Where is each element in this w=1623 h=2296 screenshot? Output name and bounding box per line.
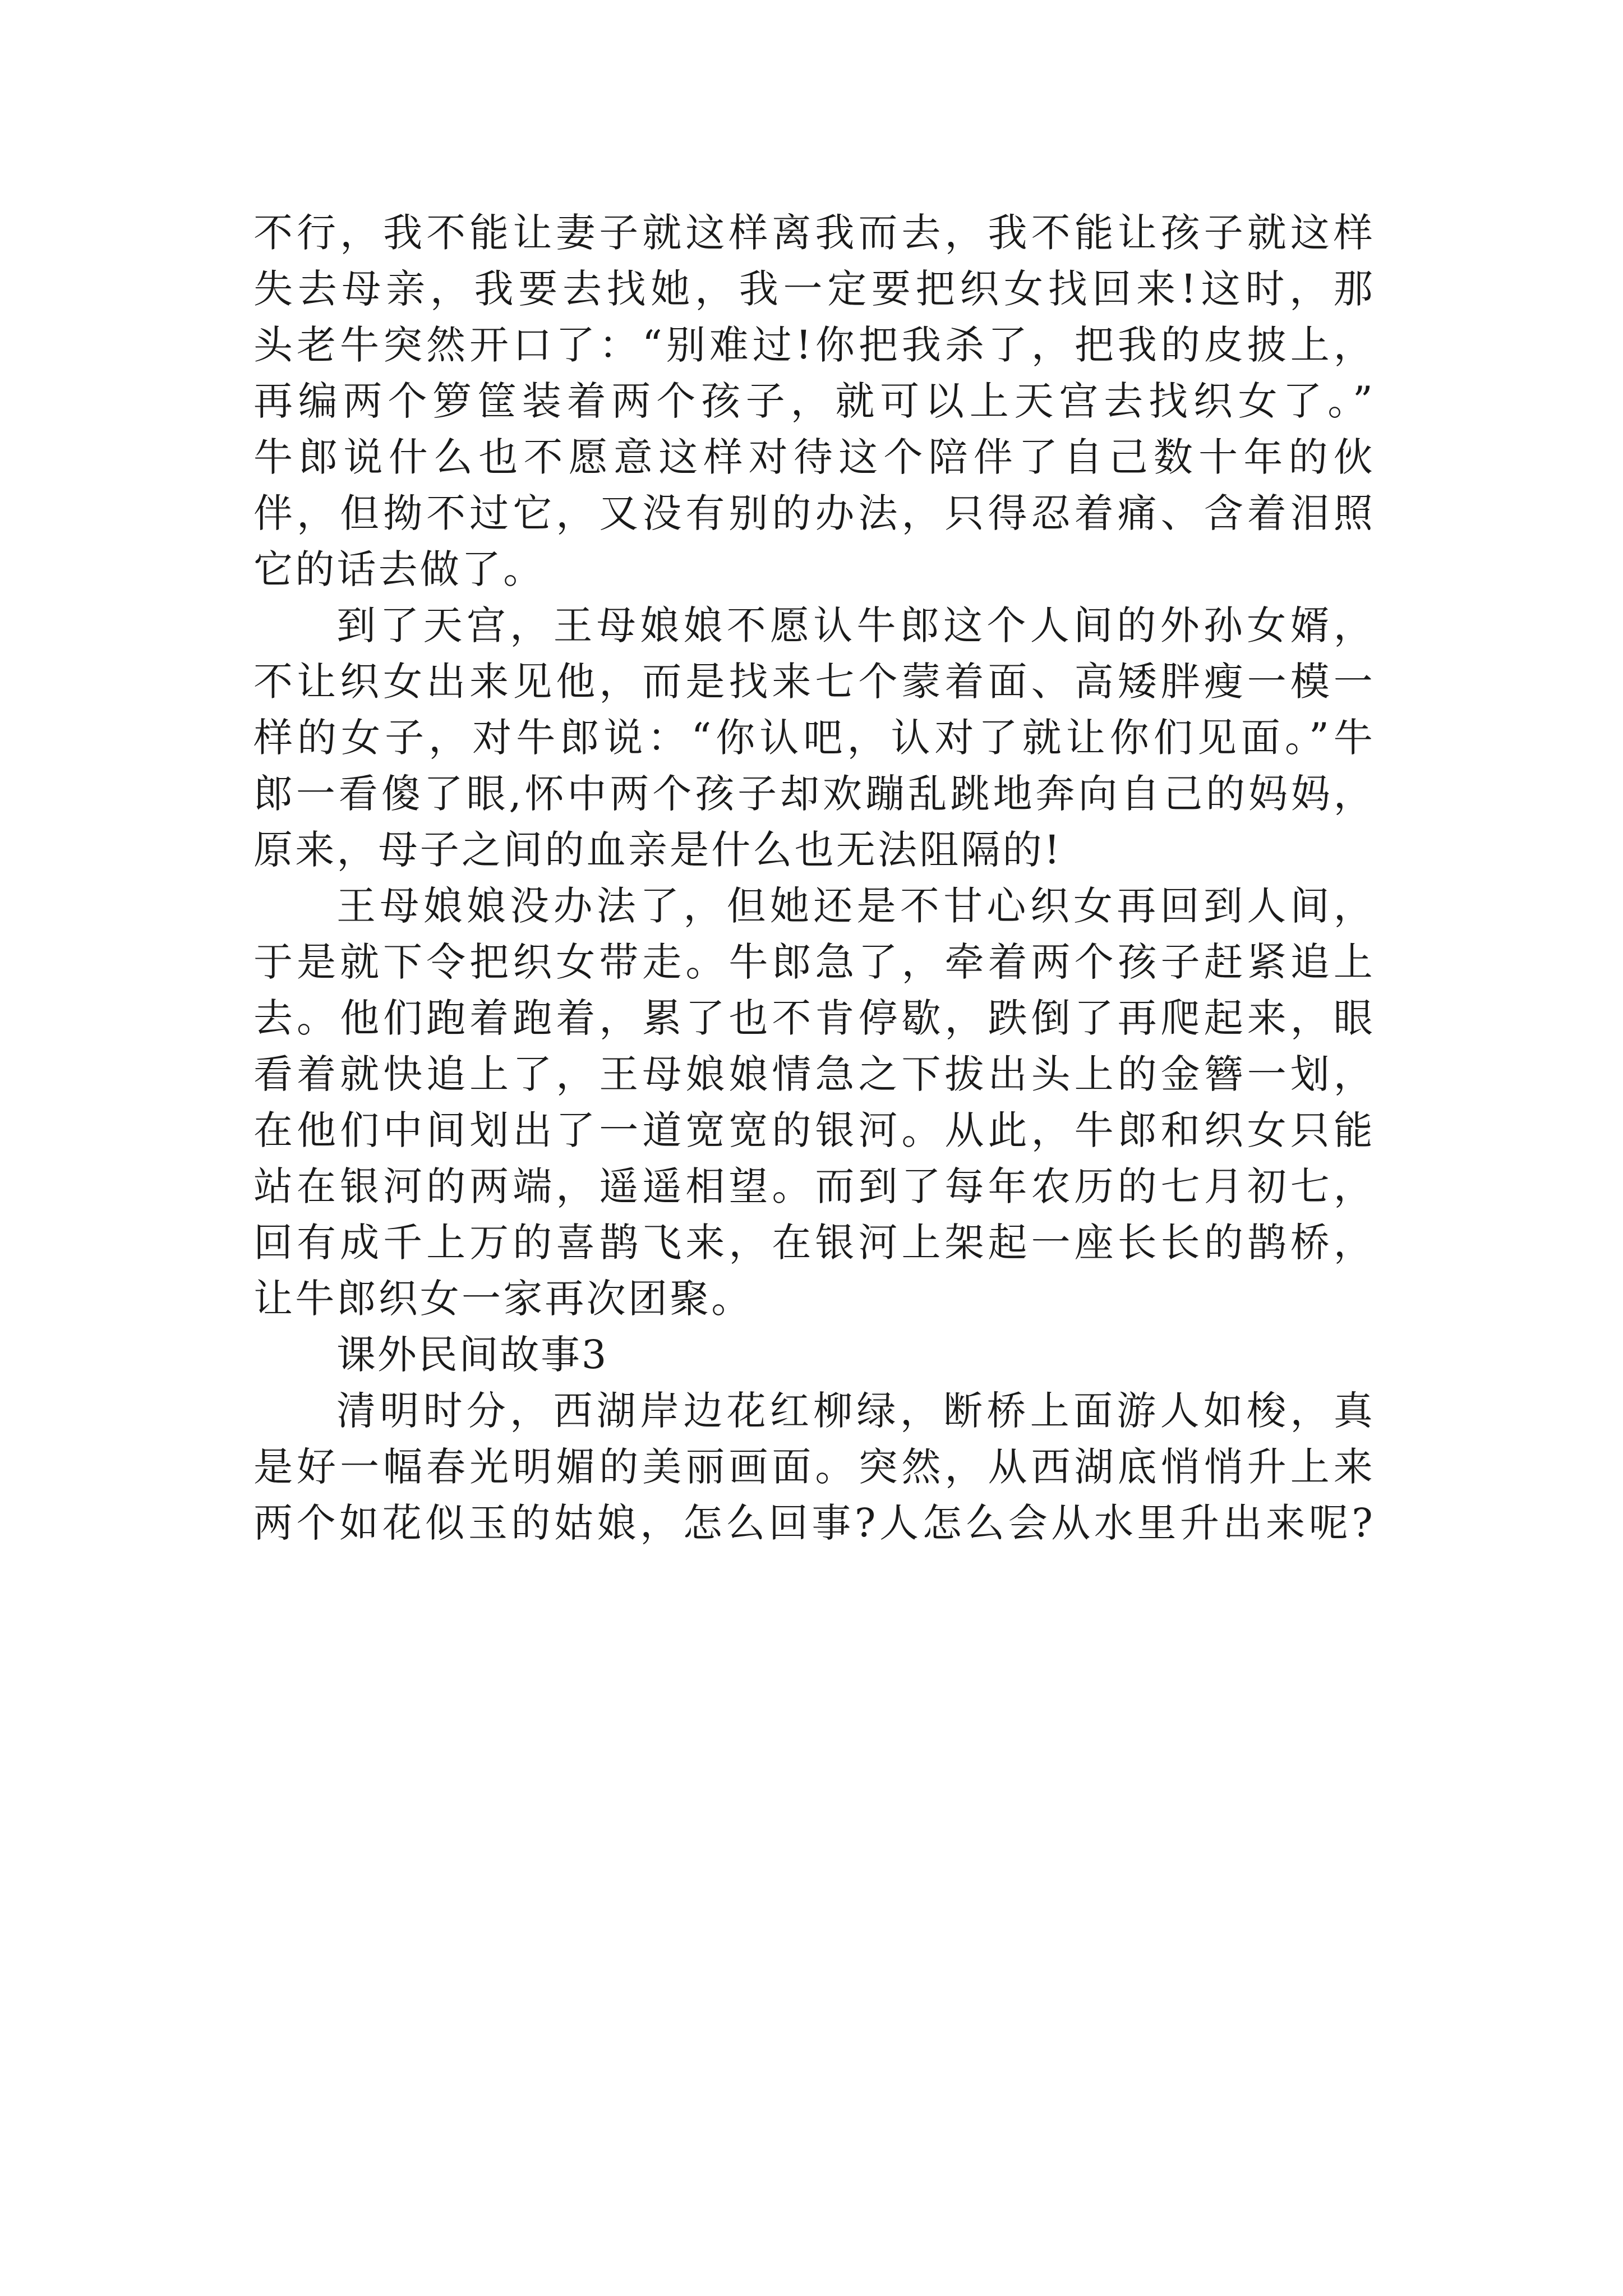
- text-line: 让牛郎织女一家再次团聚。: [253, 1276, 753, 1322]
- text-line: 它的话去做了。: [253, 546, 545, 592]
- document-body: [253, 205, 1375, 1551]
- text-line: 牛郎说什么也不愿意这样对待这个陪伴了自己数十年的伙: [253, 434, 1375, 480]
- text-line: 回有成千上万的喜鹊飞来，在银河上架起一座长长的鹊桥，: [253, 1220, 1375, 1266]
- text-line: 去。他们跑着跑着，累了也不肯停歇，跌倒了再爬起来，眼: [253, 995, 1375, 1041]
- text-line: 看着就快追上了，王母娘娘情急之下拔出头上的金簪一划，: [253, 1051, 1375, 1097]
- text-line: 不让织女出来见他，而是找来七个蒙着面、高矮胖瘦一模一: [253, 659, 1375, 705]
- text-line: 再编两个箩筐装着两个孩子，就可以上天宫去找织女了。”: [253, 378, 1375, 424]
- paragraph-1: [253, 205, 1375, 597]
- text-line: 两个如花似玉的姑娘，怎么回事?人怎么会从水里升出来呢?: [253, 1500, 1375, 1546]
- text-line: 伴，但拗不过它，又没有别的办法，只得忍着痛、含着泪照: [253, 490, 1375, 536]
- text-line: 于是就下令把织女带走。牛郎急了，牵着两个孩子赶紧追上: [253, 939, 1375, 985]
- text-line: 清明时分，西湖岸边花红柳绿，断桥上面游人如梭，真: [336, 1388, 1375, 1434]
- text-line: 站在银河的两端，遥遥相望。而到了每年农历的七月初七，: [253, 1163, 1375, 1209]
- text-line: 在他们中间划出了一道宽宽的银河。从此，牛郎和织女只能: [253, 1107, 1375, 1153]
- paragraph-2: [253, 597, 1375, 878]
- text-line: 头老牛突然开口了：“别难过!你把我杀了，把我的皮披上，: [253, 322, 1375, 368]
- text-line: 王母娘娘没办法了，但她还是不甘心织女再回到人间，: [336, 883, 1375, 929]
- text-line: 郎一看傻了眼,怀中两个孩子却欢蹦乱跳地奔向自己的妈妈，: [253, 771, 1375, 817]
- text-line: 不行，我不能让妻子就这样离我而去，我不能让孩子就这样: [253, 210, 1375, 256]
- section-heading: 课外民间故事3: [336, 1332, 608, 1378]
- text-line: 样的女子，对牛郎说：“你认吧，认对了就让你们见面。”牛: [253, 715, 1375, 761]
- text-line: 是好一幅春光明媚的美丽画面。突然，从西湖底悄悄升上来: [253, 1444, 1375, 1490]
- text-line: 失去母亲，我要去找她，我一定要把织女找回来!这时，那: [253, 266, 1376, 312]
- text-line: 到了天宫，王母娘娘不愿认牛郎这个人间的外孙女婿，: [336, 602, 1375, 648]
- paragraph-3: [253, 878, 1375, 1327]
- text-line: 原来，母子之间的血亲是什么也无法阻隔的!: [253, 827, 1063, 873]
- paragraph-4: [253, 1383, 1375, 1551]
